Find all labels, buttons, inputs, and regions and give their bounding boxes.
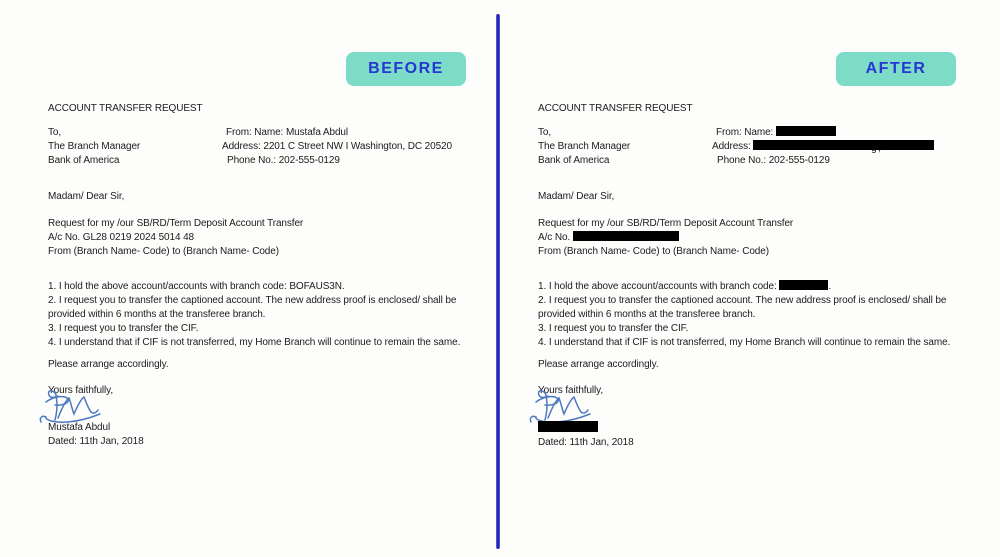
- address-label: Address:: [222, 141, 261, 152]
- numbered-list: [48, 280, 498, 350]
- letter-title: ACCOUNT TRANSFER REQUEST: [538, 103, 693, 114]
- list-item-2: 2. I request you to transfer the captioned account. The new address proof is enclosed/ shall be: [538, 295, 947, 306]
- signatory-name: Mustafa Abdul: [48, 422, 111, 433]
- phone-line: Phone No.: 202-555-0129: [227, 155, 340, 166]
- signature: [48, 398, 498, 421]
- to-line: To,: [48, 127, 62, 138]
- sender-address-line: [712, 140, 934, 154]
- numbered-list: [538, 280, 988, 350]
- request-line: Request for my /our SB/RD/Term Deposit Account Transfer: [538, 218, 794, 229]
- account-label: A/c No.: [48, 232, 81, 243]
- branch-route-line: From (Branch Name- Code) to (Branch Name- Code): [538, 246, 769, 257]
- bank-name-line: Bank of America: [538, 155, 610, 166]
- redaction-bar-account: [573, 231, 679, 241]
- from-label: From: Name:: [226, 127, 284, 138]
- from-line: [716, 126, 836, 140]
- salutation: Madam/ Dear Sir,: [538, 191, 615, 202]
- phone-line: Phone No.: 202-555-0129: [717, 155, 830, 166]
- address-block: [538, 126, 988, 168]
- branch-route-line: From (Branch Name- Code) to (Branch Name- Code): [48, 246, 279, 257]
- account-value: GL28 0219 2024 5014 48: [82, 232, 195, 243]
- valediction: Yours faithfully,: [48, 385, 114, 396]
- list-item-3: 3. I request you to transfer the CIF.: [538, 323, 689, 334]
- redacted-text-remnant: g,: [871, 143, 883, 153]
- letter-title: ACCOUNT TRANSFER REQUEST: [48, 103, 203, 114]
- from-name: Mustafa Abdul: [285, 127, 349, 138]
- redaction-bar-branch-code: [779, 280, 828, 290]
- account-line: [538, 231, 988, 245]
- closing-line: Please arrange accordingly.: [48, 359, 169, 370]
- address-row: [538, 154, 988, 168]
- to-line: To,: [538, 127, 552, 138]
- closing-line: Please arrange accordingly.: [538, 359, 659, 370]
- from-label: From: Name:: [716, 127, 774, 138]
- letter-before: [48, 96, 498, 449]
- signature-scribble: [38, 386, 116, 430]
- list-item-2-cont: provided within 6 months at the transferee branch.: [48, 309, 266, 320]
- address-row: [538, 126, 988, 140]
- address-value: 2201 C Street NW I Washington, DC 20520: [263, 141, 452, 152]
- valediction: Yours faithfully,: [538, 385, 604, 396]
- list-item-1: [538, 280, 988, 294]
- address-label: Address:: [712, 141, 751, 152]
- request-line: Request for my /our SB/RD/Term Deposit Account Transfer: [48, 218, 304, 229]
- list-item-3: 3. I request you to transfer the CIF.: [48, 323, 199, 334]
- salutation: Madam/ Dear Sir,: [48, 191, 125, 202]
- dated-line: Dated: 11th Jan, 2018: [538, 437, 634, 448]
- list-item-4: 4. I understand that if CIF is not transferred, my Home Branch will continue to remain the same.: [48, 337, 461, 348]
- list-item-1: [48, 280, 498, 294]
- list-item-2-cont: provided within 6 months at the transferee branch.: [538, 309, 756, 320]
- address-row: [48, 140, 498, 154]
- address-row: [538, 140, 988, 154]
- item1-suffix: .: [341, 281, 345, 292]
- signature: [538, 398, 988, 421]
- list-item-2: 2. I request you to transfer the captioned account. The new address proof is enclosed/ shall be: [48, 295, 457, 306]
- branch-manager-line: The Branch Manager: [48, 141, 141, 152]
- address-row: [48, 126, 498, 140]
- branch-manager-line: The Branch Manager: [538, 141, 631, 152]
- bank-name-line: Bank of America: [48, 155, 120, 166]
- after-badge[interactable]: AFTER: [836, 52, 956, 86]
- item1-prefix: 1. I hold the above account/accounts with branch code:: [48, 281, 287, 292]
- branch-code-value: BOFAUS3N: [289, 281, 342, 292]
- redaction-bar-signatory: [538, 421, 598, 432]
- from-line: [226, 126, 348, 140]
- subject-block: [538, 217, 988, 259]
- sender-address-line: [222, 140, 452, 154]
- account-line: [48, 231, 498, 245]
- dated-line: Dated: 11th Jan, 2018: [48, 436, 144, 447]
- item1-prefix: 1. I hold the above account/accounts with branch code:: [538, 281, 777, 292]
- address-block: [48, 126, 498, 168]
- redaction-bar-address: [753, 140, 934, 153]
- before-badge[interactable]: BEFORE: [346, 52, 466, 86]
- letter-after: [538, 96, 988, 450]
- list-item-4: 4. I understand that if CIF is not transferred, my Home Branch will continue to remain the same.: [538, 337, 951, 348]
- subject-block: [48, 217, 498, 259]
- account-label: A/c No.: [538, 232, 571, 243]
- redaction-bar-name: [776, 126, 836, 136]
- item1-suffix: .: [828, 281, 832, 292]
- address-row: [48, 154, 498, 168]
